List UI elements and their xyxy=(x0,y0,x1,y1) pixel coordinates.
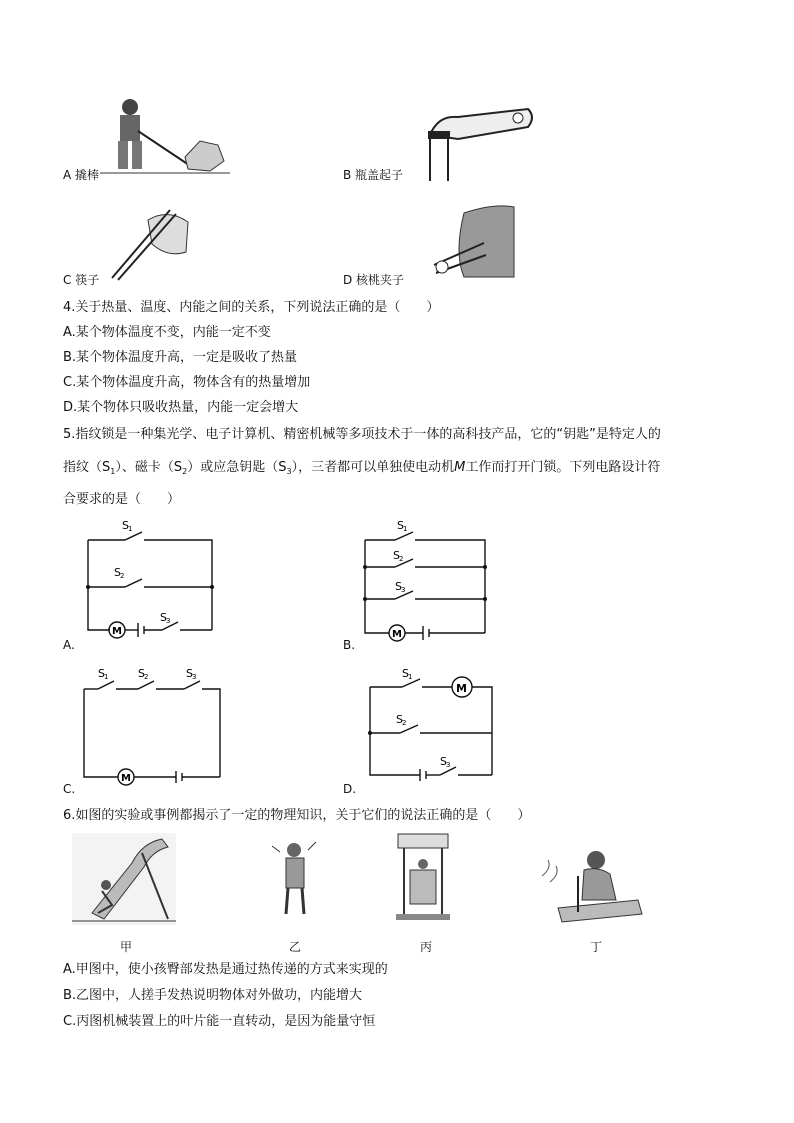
option-b-label: B 瓶盖起子 xyxy=(343,168,404,182)
circuit-d-s1-label: S xyxy=(402,667,409,680)
circuit-c-letter: C. xyxy=(63,782,76,796)
circuit-a-s2-label: S xyxy=(114,566,121,579)
svg-text:1: 1 xyxy=(104,673,109,681)
perpetual-machine-illustration xyxy=(394,830,452,922)
q6-option-a: A.甲图中，使小孩臀部发热是通过热传递的方式来实现的 xyxy=(63,962,388,977)
slide-illustration xyxy=(72,833,176,925)
circuit-b-s3-label: S xyxy=(395,580,402,593)
q6-option-b: B.乙图中，人搓手发热说明物体对外做功，内能增大 xyxy=(63,988,363,1003)
circuit-d-s2-label: S xyxy=(396,713,403,726)
svg-text:1: 1 xyxy=(408,673,413,681)
circuit-d xyxy=(364,665,504,790)
svg-text:3: 3 xyxy=(446,761,451,769)
chopsticks-illustration xyxy=(108,200,198,280)
circuit-d-s3-label: S xyxy=(440,755,447,768)
nutcracker-illustration xyxy=(424,203,516,279)
option-a-label: A 撬棒 xyxy=(63,168,100,182)
circuit-b-motor-label: M xyxy=(392,629,402,640)
q4-option-c: C.某个物体温度升高，物体含有的热量增加 xyxy=(63,375,311,390)
circuit-c-motor-label: M xyxy=(121,773,131,784)
circuit-d-motor-label: M xyxy=(456,682,467,695)
svg-text:2: 2 xyxy=(402,719,407,727)
svg-text:2: 2 xyxy=(399,555,404,563)
caption-ding: 丁 xyxy=(590,940,603,954)
q5-stem-line1: 5.指纹锁是一种集光学、电子计算机、精密机械等多项技术于一体的高科技产品，它的“钥匙”是特定人的 xyxy=(63,427,661,442)
svg-text:2: 2 xyxy=(120,572,125,580)
circuit-c xyxy=(80,665,230,790)
crowbar-illustration xyxy=(100,95,230,177)
circuit-c-s1-label: S xyxy=(98,667,105,680)
svg-text:3: 3 xyxy=(192,673,197,681)
q5-stem-line3: 合要求的是（ ） xyxy=(63,492,181,507)
circuit-a-motor-label: M xyxy=(112,626,122,637)
q4-option-d: D.某个物体只吸收热量，内能一定会增大 xyxy=(63,400,299,415)
q4-option-b: B.某个物体温度升高，一定是吸收了热量 xyxy=(63,350,298,365)
bottle-opener-illustration xyxy=(418,105,538,181)
option-c-label: C 筷子 xyxy=(63,273,100,287)
circuit-a xyxy=(80,515,220,640)
svg-text:2: 2 xyxy=(144,673,149,681)
svg-text:3: 3 xyxy=(166,617,171,625)
caption-bing: 丙 xyxy=(420,940,433,954)
circuit-a-s3-label: S xyxy=(160,611,167,624)
circuit-c-s3-label: S xyxy=(186,667,193,680)
q6-option-c: C.丙图机械装置上的叶片能一直转动，是因为能量守恒 xyxy=(63,1014,376,1029)
circuit-a-s1-label: S xyxy=(122,519,129,532)
q5-stem-line2: 指纹$(S_1)$、磁卡$(S_2)$或应急钥匙$(S_3)$，三者都可以单独使电动机M工作而打开门锁。下列电路设计符 xyxy=(63,460,661,476)
rubbing-hands-illustration xyxy=(268,838,324,918)
circuit-a-letter: A. xyxy=(63,638,75,652)
circuit-d-letter: D. xyxy=(343,782,357,796)
svg-text:1: 1 xyxy=(128,525,133,533)
circuit-c-s2-label: S xyxy=(138,667,145,680)
q4-option-a: A.某个物体温度不变，内能一定不变 xyxy=(63,325,271,340)
q4-stem: 4.关于热量、温度、内能之间的关系，下列说法正确的是（ ） xyxy=(63,300,440,315)
option-d-label: D 核桃夹子 xyxy=(343,273,405,287)
circuit-b-letter: B. xyxy=(343,638,356,652)
caption-yi: 乙 xyxy=(289,940,302,954)
circuit-b-s2-label: S xyxy=(393,549,400,562)
svg-text:3: 3 xyxy=(401,586,406,594)
circuit-b-s1-label: S xyxy=(397,519,404,532)
svg-text:1: 1 xyxy=(403,525,408,533)
fire-drilling-illustration xyxy=(538,846,654,926)
caption-jia: 甲 xyxy=(120,940,133,954)
circuit-b xyxy=(357,515,497,640)
q6-stem: 6.如图的实验或事例都揭示了一定的物理知识，关于它们的说法正确的是（ ） xyxy=(63,808,531,823)
